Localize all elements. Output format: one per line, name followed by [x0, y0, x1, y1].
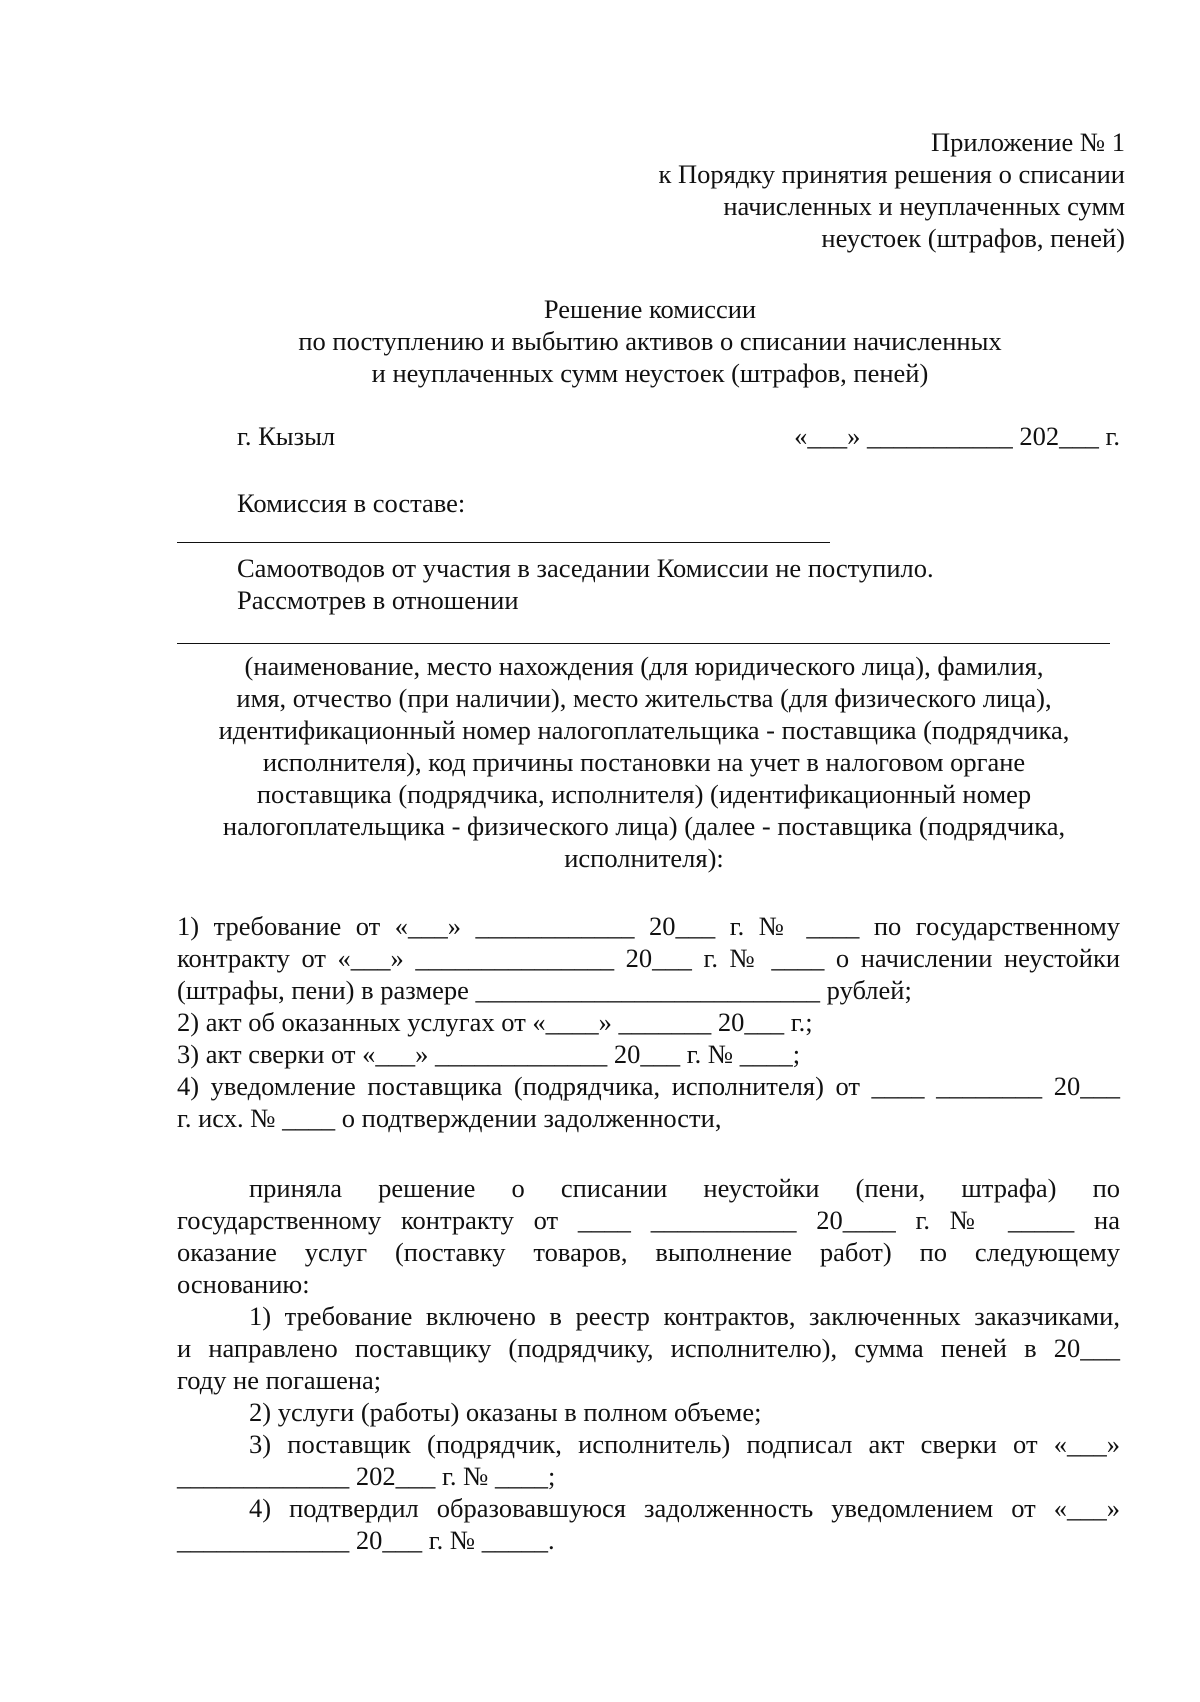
item-line-6: 4) уведомление поставщика (подрядчика, исполнителя) от ____ ________ 20___ — [177, 1071, 1120, 1101]
item-line-5: 3) акт сверки от «___» _____________ 20___ г. № ____; — [177, 1039, 801, 1069]
considering-text: Рассмотрев в отношении — [237, 585, 519, 615]
commission-members-line — [177, 542, 830, 543]
ground-line-2: и направлено поставщику (подрядчику, исполнителю), сумма пеней в 20___ — [177, 1333, 1120, 1363]
hint-line-3: идентификационный номер налогоплательщика - поставщика (подрядчика, — [218, 715, 1070, 745]
hint-line-2: имя, отчество (при наличии), место жительства (для физического лица), — [236, 683, 1052, 713]
ground-line-1: 1) требование включено в реестр контрактов, заключенных заказчиками, — [249, 1301, 1120, 1331]
self-recusal-text: Самоотводов от участия в заседании Комиссии не поступило. — [237, 553, 934, 583]
hint-line-1: (наименование, место нахождения (для юридического лица), фамилия, — [244, 651, 1044, 681]
title-line-1: Решение комиссии — [543, 294, 757, 324]
appendix-line-1: Приложение № 1 — [930, 127, 1125, 157]
appendix-line-2: к Порядку принятия решения о списании — [658, 159, 1125, 189]
ground-line-6: _____________ 202___ г. № ____; — [177, 1461, 556, 1491]
hint-line-5: поставщика (подрядчика, исполнителя) (идентификационный номер — [256, 779, 1032, 809]
title-line-2: по поступлению и выбытию активов о списании начисленных — [298, 326, 1002, 356]
ground-line-4: 2) услуги (работы) оказаны в полном объеме; — [249, 1397, 762, 1427]
ground-line-5: 3) поставщик (подрядчик, исполнитель) подписал акт сверки от «___» — [249, 1429, 1120, 1459]
appendix-line-4: неустоек (штрафов, пеней) — [821, 223, 1125, 253]
decision-line-1: приняла решение о списании неустойки (пени, штрафа) по — [249, 1173, 1120, 1203]
item-line-1: 1) требование от «___» ____________ 20___ г. № ____ по государственному — [177, 911, 1120, 941]
item-line-3: (штрафы, пени) в размере __________________________ рублей; — [177, 975, 912, 1005]
city-label: г. Кызыл — [237, 421, 336, 451]
decision-line-3: оказание услуг (поставку товаров, выполнение работ) по следующему — [177, 1237, 1120, 1267]
commission-label: Комиссия в составе: — [237, 488, 466, 518]
date-line: «___» ___________ 202___ г. — [794, 421, 1120, 451]
title-line-3: и неуплаченных сумм неустоек (штрафов, пеней) — [371, 358, 929, 388]
hint-line-6: налогоплательщика - физического лица) (далее - поставщика (подрядчика, — [222, 811, 1066, 841]
decision-line-4: основанию: — [177, 1269, 310, 1299]
hint-line-7: исполнителя): — [564, 843, 724, 873]
item-line-4: 2) акт об оказанных услугах от «____» _______ 20___ г.; — [177, 1007, 813, 1037]
item-line-7: г. исх. № ____ о подтверждении задолженности, — [177, 1103, 722, 1133]
ground-line-3: году не погашена; — [177, 1365, 382, 1395]
counterparty-line — [177, 643, 1110, 644]
decision-line-2: государственному контракту от ____ ___________ 20____ г. № _____ на — [177, 1205, 1120, 1235]
item-line-2: контракту от «___» _______________ 20___ г. № ____ о начислении неустойки — [177, 943, 1120, 973]
ground-line-8: _____________ 20___ г. № _____. — [177, 1525, 555, 1555]
hint-line-4: исполнителя), код причины постановки на учет в налоговом органе — [262, 747, 1026, 777]
ground-line-7: 4) подтвердил образовавшуюся задолженность уведомлением от «___» — [249, 1493, 1120, 1523]
appendix-line-3: начисленных и неуплаченных сумм — [723, 191, 1125, 221]
